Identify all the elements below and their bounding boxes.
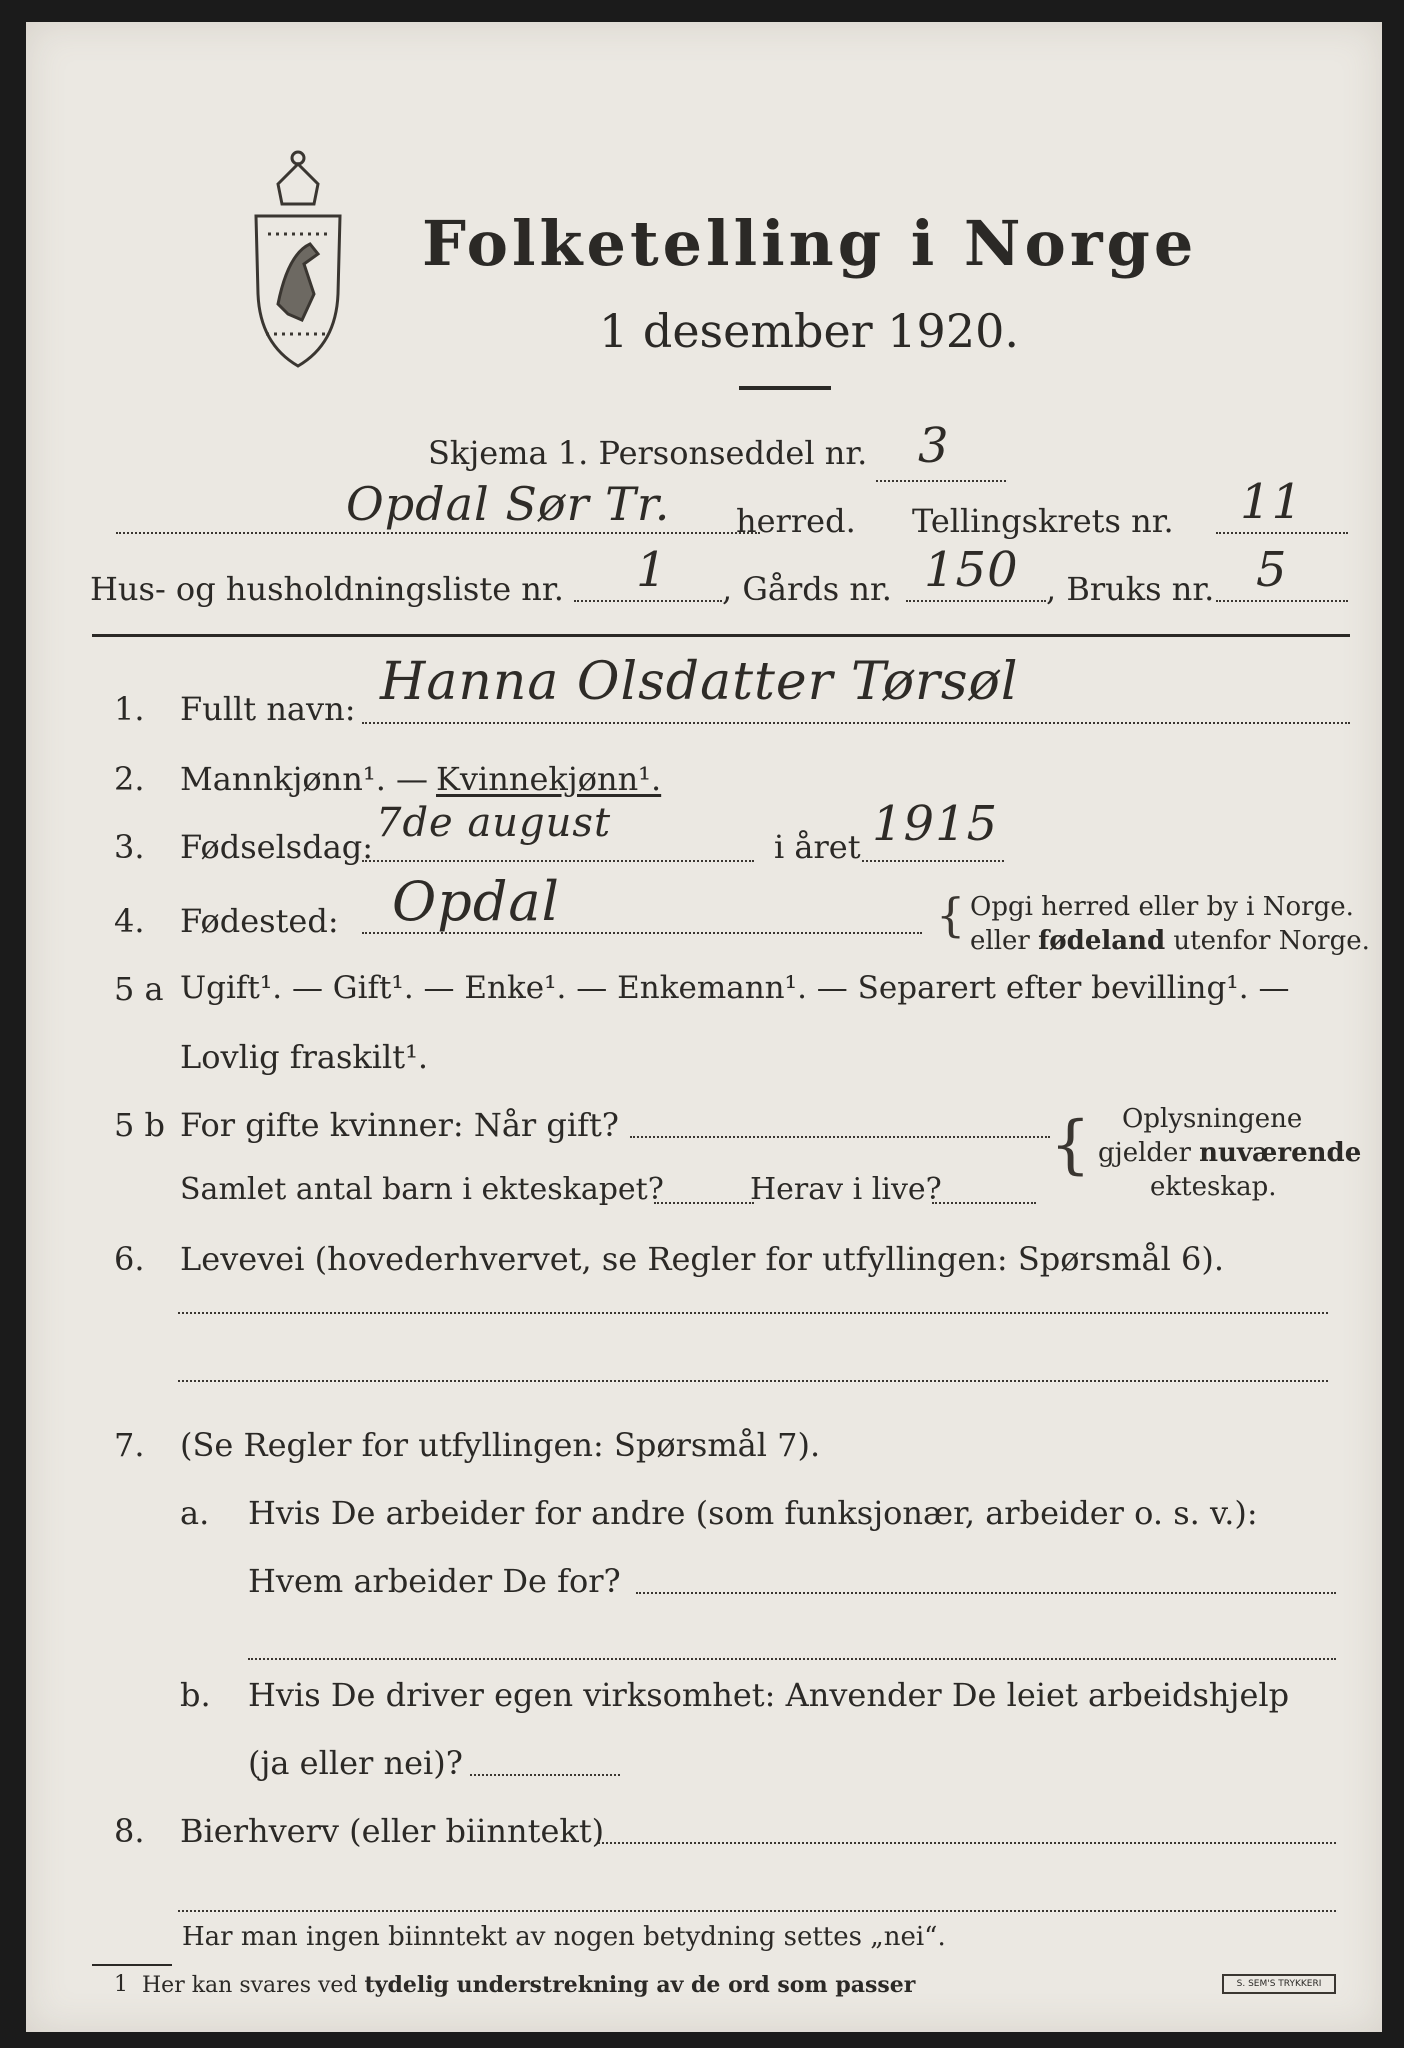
q3-value-line[interactable] <box>362 860 754 862</box>
q2-number: 2. <box>114 760 145 798</box>
birthday-value: 7de august <box>376 800 612 846</box>
q8-line-1[interactable] <box>598 1842 1336 1844</box>
q7-text: (Se Regler for utfyllingen: Spørsmål 7). <box>180 1426 821 1464</box>
q7a-letter: a. <box>180 1494 210 1532</box>
q5b-married-line[interactable] <box>630 1136 1050 1138</box>
q6-line-1[interactable] <box>178 1312 1328 1314</box>
husholdning-value-line[interactable] <box>574 600 722 602</box>
coat-of-arms-icon <box>248 144 348 374</box>
footnote-text <box>142 1972 915 1998</box>
q3-year-line[interactable] <box>862 860 1004 862</box>
q5a-options[interactable]: Ugift¹. — Gift¹. — Enke¹. — Enkemann¹. — Separert efter bevilling¹. — <box>180 970 1290 1006</box>
q3-label: Fødselsdag: <box>180 828 374 866</box>
tellingskrets-value: 11 <box>1240 474 1304 530</box>
q5b-note-brace: { <box>1050 1108 1091 1182</box>
q7a-text: Hvis De arbeider for andre (som funksjonær, arbeider o. s. v.): <box>248 1494 1258 1532</box>
herred-label: herred. <box>736 502 856 540</box>
q4-label: Fødested: <box>180 902 339 940</box>
q5a-number: 5 a <box>114 970 164 1008</box>
full-name-value: Hanna Olsdatter Tørsøl <box>380 652 1019 712</box>
q6-number: 6. <box>114 1240 145 1278</box>
q4-note-line2a: eller <box>970 926 1039 956</box>
q5b-children-line[interactable] <box>654 1202 754 1204</box>
printer-stamp: S. SEM'S TRYKKERI <box>1222 1974 1336 1994</box>
q8-number: 8. <box>114 1812 145 1850</box>
husholdning-label: Hus- og husholdningsliste nr. <box>90 570 564 608</box>
q7-number: 7. <box>114 1426 145 1464</box>
q4-number: 4. <box>114 902 145 940</box>
bruks-value: 5 <box>1256 542 1288 598</box>
census-form-page <box>26 22 1382 2032</box>
q4-note-line2c: utenfor Norge. <box>1165 926 1370 956</box>
footer-rule <box>92 1964 172 1966</box>
schema-label: Skjema 1. Personseddel nr. <box>428 434 868 472</box>
q2-female-option[interactable]: Kvinnekjønn¹. <box>436 760 662 798</box>
gards-value-line[interactable] <box>906 600 1046 602</box>
q7a-employer-line[interactable] <box>636 1592 1336 1594</box>
q1-value-line[interactable] <box>362 722 1350 724</box>
q5b-label: For gifte kvinner: Når gift? <box>180 1106 619 1144</box>
census-date: 1 desember 1920. <box>599 304 1019 358</box>
q2-male-option[interactable]: Mannkjønn¹. — <box>180 760 429 798</box>
q6-text: Levevei (hovederhvervet, se Regler for utfyllingen: Spørsmål 6). <box>180 1240 1225 1278</box>
herred-value-line[interactable] <box>116 532 760 534</box>
q1-label: Fullt navn: <box>180 690 356 728</box>
q4-note-brace: { <box>936 888 966 942</box>
q5b-alive-line[interactable] <box>932 1202 1036 1204</box>
q3-number: 3. <box>114 828 145 866</box>
q7b-answer-line[interactable] <box>470 1774 620 1776</box>
husholdning-value: 1 <box>636 542 668 598</box>
q4-note-line2b: fødeland <box>1038 926 1166 956</box>
schema-value-line[interactable] <box>876 480 1006 482</box>
q5b-note-line2 <box>1098 1138 1361 1168</box>
gards-value: 150 <box>924 542 1019 598</box>
q7b-letter: b. <box>180 1676 211 1714</box>
q5b-note-line2a: gjelder <box>1098 1138 1200 1168</box>
herred-value: Opdal Sør Tr. <box>346 477 671 531</box>
birthplace-value: Opdal <box>392 870 560 933</box>
q4-note-line1: Opgi herred eller by i Norge. <box>970 892 1354 922</box>
birth-year-value: 1915 <box>872 796 999 852</box>
q5b-note-line3: ekteskap. <box>1150 1172 1277 1202</box>
document-title: Folketelling i Norge <box>422 207 1198 280</box>
title-divider <box>739 386 831 390</box>
bruks-label: , Bruks nr. <box>1046 570 1215 608</box>
q7a-text-cont: Hvem arbeider De for? <box>248 1562 621 1600</box>
tellingskrets-value-line[interactable] <box>1216 532 1348 534</box>
q8-text: Bierhverv (eller biinntekt) <box>180 1812 605 1850</box>
q5b-note-line1: Oplysningene <box>1122 1104 1303 1134</box>
schema-value: 3 <box>918 418 950 474</box>
footnote-number: 1 <box>114 1972 128 1997</box>
footer-note: Har man ingen biinntekt av nogen betydning settes „nei“. <box>182 1922 946 1952</box>
q5b-number: 5 b <box>114 1106 166 1144</box>
q5b-alive-label: Herav i live? <box>750 1172 942 1207</box>
tellingskrets-label: Tellingskrets nr. <box>912 502 1174 540</box>
gards-label: , Gårds nr. <box>722 570 892 608</box>
q5a-options-cont[interactable]: Lovlig fraskilt¹. <box>180 1038 429 1076</box>
footnote-b: tydelig understrekning av de <box>364 1972 721 1998</box>
q7b-text-cont: (ja eller nei)? <box>248 1744 463 1782</box>
q5b-children-label: Samlet antal barn i ekteskapet? <box>180 1172 664 1207</box>
q4-note-line2 <box>970 926 1370 956</box>
q1-number: 1. <box>114 690 145 728</box>
q3-year-label: i året <box>774 828 861 866</box>
q6-line-2[interactable] <box>178 1380 1328 1382</box>
bruks-value-line[interactable] <box>1216 600 1348 602</box>
footnote-c: ord som passer <box>720 1972 916 1998</box>
q7b-text: Hvis De driver egen virksomhet: Anvender De leiet arbeidshjelp <box>248 1676 1290 1714</box>
header-rule <box>92 634 1350 637</box>
q5b-note-line2b: nuværende <box>1199 1138 1362 1168</box>
q8-line-2[interactable] <box>178 1910 1336 1912</box>
footnote-a: Her kan svares ved <box>142 1973 365 1998</box>
q7a-employer-line-2[interactable] <box>248 1658 1336 1660</box>
